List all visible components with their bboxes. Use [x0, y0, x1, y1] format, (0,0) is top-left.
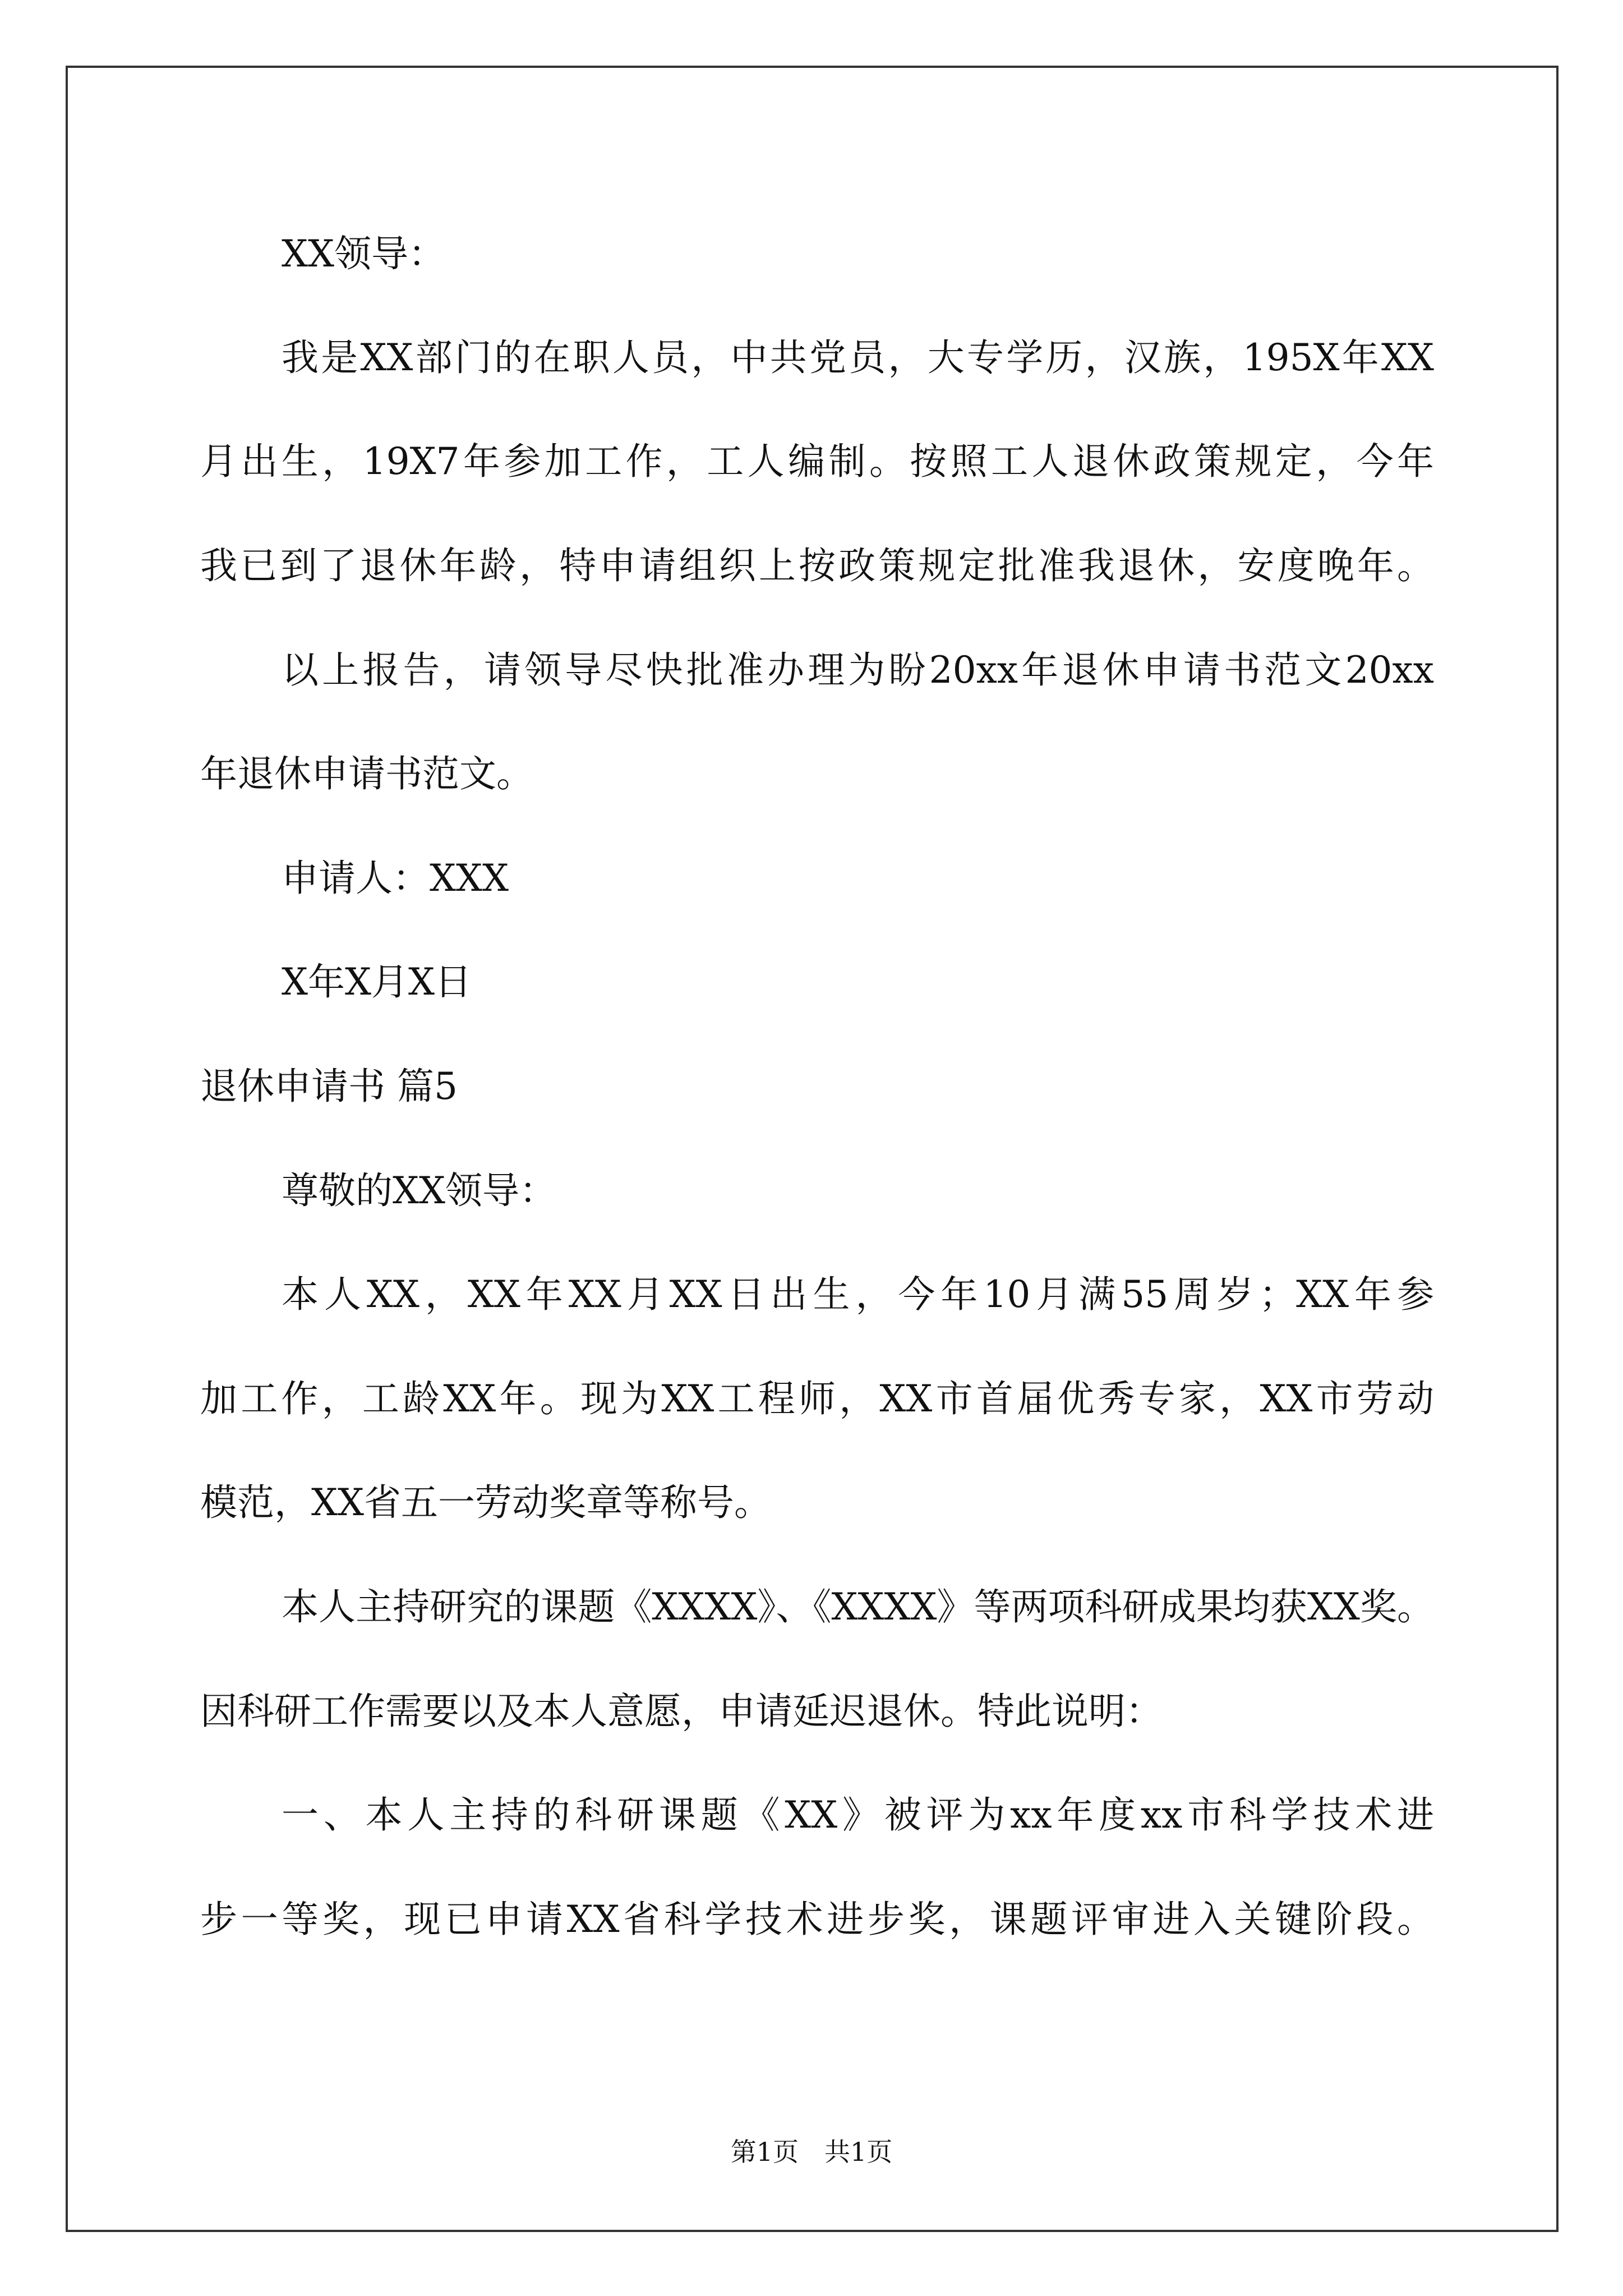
- paragraph-line: 加工作，工龄XX年。现为XX工程师，XX市首届优秀专家，XX市劳动: [200, 1377, 1434, 1420]
- date-line: X年X月X日: [282, 960, 472, 1004]
- salutation-line: 尊敬的XX领导：: [282, 1169, 556, 1212]
- paragraph-line: 以上报告，请领导尽快批准办理为盼20xx年退休申请书范文20xx: [282, 648, 1434, 692]
- salutation-line: XX领导：: [282, 232, 445, 275]
- paragraph-line: 我是XX部门的在职人员，中共党员，大专学历，汉族，195X年XX: [282, 336, 1434, 379]
- page-footer: 第1页 共1页: [730, 2137, 893, 2167]
- applicant-line: 申请人：XXX: [282, 857, 509, 900]
- paragraph-line: 本人主持研究的课题《XXXX》、《XXXX》等两项科研成果均获XX奖。: [282, 1585, 1434, 1628]
- paragraph-line: 我已到了退休年龄，特申请组织上按政策规定批准我退休，安度晚年。: [200, 544, 1434, 587]
- paragraph-line: 本人XX，XX年XX月XX日出生，今年10月满55周岁；XX年参: [282, 1273, 1434, 1316]
- paragraph-line: 步一等奖，现已申请XX省科学技术进步奖，课题评审进入关键阶段。: [200, 1898, 1434, 1941]
- paragraph-line: 月出生，19X7年参加工作，工人编制。按照工人退休政策规定，今年: [200, 440, 1434, 483]
- paragraph-line: 因科研工作需要以及本人意愿，申请延迟退休。特此说明：: [200, 1690, 1163, 1733]
- paragraph-line: 一、本人主持的科研课题《XX》被评为xx年度xx市科学技术进: [282, 1793, 1434, 1837]
- paragraph-line: 年退休申请书范文。: [200, 752, 533, 795]
- section-heading: 退休申请书 篇5: [200, 1065, 458, 1108]
- paragraph-line: 模范，XX省五一劳动奖章等称号。: [200, 1481, 771, 1524]
